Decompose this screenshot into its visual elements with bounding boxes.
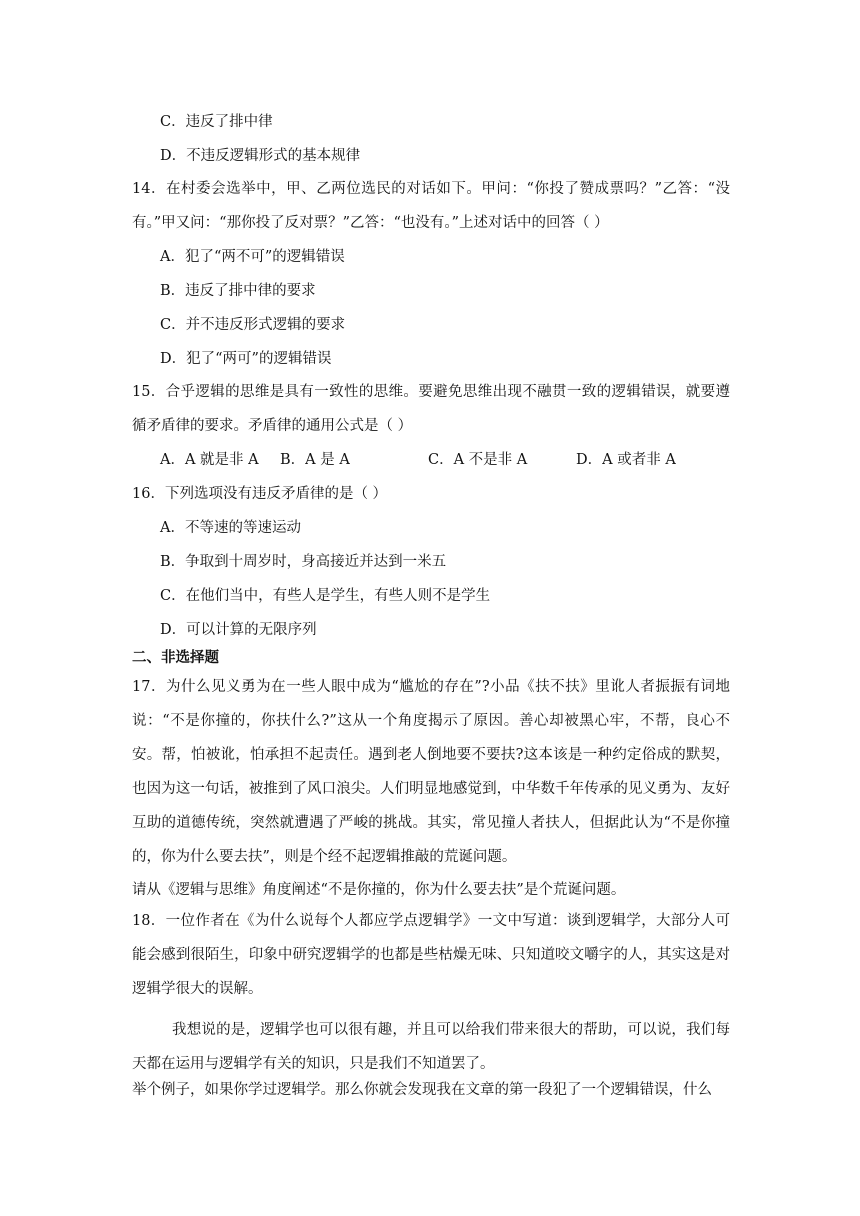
q16-stem: 16．下列选项没有违反矛盾律的是（ ）	[132, 486, 388, 502]
q15-option-b: B．A 是 A	[280, 452, 350, 468]
q15-stem: 15．合乎逻辑的思维是具有一致性的思维。要避免思维出现不融贯一致的逻辑错误，就要遵循矛盾律的要求。矛盾律的通用公式是（ ）	[132, 384, 730, 434]
q14-option-c: C．并不违反形式逻辑的要求	[160, 317, 346, 333]
q18-paragraph-2: 我想说的是，逻辑学也可以很有趣，并且可以给我们带来很大的帮助，可以说，我们每天都在运用与逻辑学有关的知识，只是我们不知道罢了。	[132, 1022, 730, 1072]
q18-paragraph-3: 举个例子，如果你学过逻辑学。那么你就会发现我在文章的第一段犯了一个逻辑错误，什么	[132, 1082, 712, 1098]
q15-option-a: A．A 就是非 A	[160, 452, 259, 468]
q16-option-d: D．可以计算的无限序列	[160, 622, 317, 638]
q17-passage: 17．为什么见义勇为在一些人眼中成为“尴尬的存在”?小品《扶不扶》里讹人者振振有词地说：“不是你撞的，你扶什么?”这从一个角度揭示了原因。善心却被黑心牢，不帮，良心不安。帮，怕被讹，怕承担不起责任。遇到老人倒地要不要扶?这本该是一种约定俗成的默契，也因为这一句话，被推到了风口浪尖。人们明显地感觉到，中华数千年传承的见义勇为、友好互助的道德传统，突然就遭遇了严峻的挑战。其实，常见撞人者扶人，但据此认为“不是你撞的，你为什么要去扶”，则是个经不起逻辑推敲的荒诞问题。	[132, 679, 730, 865]
q13-option-d: D．不违反逻辑形式的基本规律	[160, 148, 361, 164]
q17-question: 请从《逻辑与思维》角度阐述“不是你撞的，你为什么要去扶”是个荒诞问题。	[132, 882, 626, 898]
q15-option-d: D．A 或者非 A	[576, 452, 676, 468]
q15-option-c: C．A 不是非 A	[428, 452, 528, 468]
q18-paragraph-1: 18．一位作者在《为什么说每个人都应学点逻辑学》一文中写道：谈到逻辑学，大部分人可能会感到很陌生，印象中研究逻辑学的也都是些枯燥无味、只知道咬文嚼字的人，其实这是对逻辑学很大的误解。	[132, 913, 730, 997]
q14-stem: 14．在村委会选举中，甲、乙两位选民的对话如下。甲问：“你投了赞成票吗？”乙答：“没有。”甲又问：“那你投了反对票？”乙答：“也没有。”上述对话中的回答（ ）	[132, 181, 730, 231]
q14-option-d: D．犯了“两可”的逻辑错误	[160, 351, 332, 367]
q13-option-c: C．违反了排中律	[160, 114, 273, 130]
q16-option-a: A．不等速的等速运动	[160, 520, 301, 536]
q14-option-a: A．犯了“两不可”的逻辑错误	[160, 249, 345, 265]
q14-option-b: B．违反了排中律的要求	[160, 283, 316, 299]
q16-option-c: C．在他们当中，有些人是学生，有些人则不是学生	[160, 588, 491, 604]
q16-option-b: B．争取到十周岁时，身高接近并达到一米五	[160, 554, 447, 570]
section-heading: 二、非选择题	[132, 649, 219, 666]
